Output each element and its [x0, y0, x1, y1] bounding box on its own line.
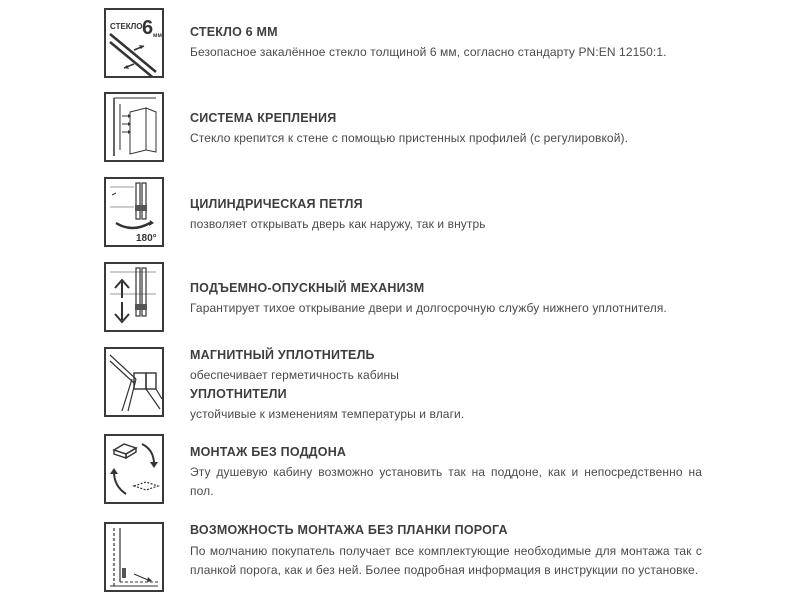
feature-title: СИСТЕМА КРЕПЛЕНИЯ [190, 111, 337, 125]
cylindrical-hinge-icon [104, 177, 164, 247]
feature-subtitle: УПЛОТНИТЕЛИ [190, 387, 287, 401]
feature-description: обеспечивает герметичность кабины [190, 368, 399, 382]
feature-description: Эту душевую кабину возможно установить так на поддоне, как и непосредственно на пол. [190, 465, 702, 498]
feature-title: ЦИЛИНДРИЧЕСКАЯ ПЕТЛЯ [190, 197, 363, 211]
feature-title: МАГНИТНЫЙ УПЛОТНИТЕЛЬ [190, 348, 375, 362]
glass-thickness-icon [104, 8, 164, 78]
svg-text:СТЕКЛО: СТЕКЛО [110, 22, 143, 31]
wall-mounting-icon [104, 92, 164, 162]
svg-text:180°: 180° [136, 233, 157, 244]
feature-description: По молчанию покупатель получает все комплектующие необходимые для монтажа так с планкой порога, как и без ней. Более подробная информация в инструкции по установке. [190, 544, 702, 577]
feature-description: Безопасное закалённое стекло толщиной 6 мм, согласно стандарту PN:EN 12150:1. [190, 45, 667, 59]
magnetic-seal-icon [104, 347, 164, 417]
svg-text:мм: мм [153, 33, 162, 39]
feature-description: позволяет открывать дверь как наружу, так и внутрь [190, 217, 486, 231]
feature-description: Гарантирует тихое открывание двери и долгосрочную службу нижнего уплотнителя. [190, 301, 667, 315]
no-threshold-install-icon [104, 522, 164, 592]
svg-text:6: 6 [142, 17, 154, 39]
feature-subdescription: устойчивые к изменениям температуры и влаги. [190, 407, 465, 421]
feature-title: МОНТАЖ БЕЗ ПОДДОНА [190, 445, 347, 459]
feature-title: СТЕКЛО 6 ММ [190, 25, 278, 39]
no-tray-install-icon [104, 434, 164, 504]
lift-lower-mechanism-icon [104, 262, 164, 332]
feature-title: ПОДЪЕМНО-ОПУСКНЫЙ МЕХАНИЗМ [190, 281, 425, 295]
feature-description: Стекло крепится к стене с помощью пристенных профилей (с регулировкой). [190, 131, 629, 145]
feature-title: ВОЗМОЖНОСТЬ МОНТАЖА БЕЗ ПЛАНКИ ПОРОГА [190, 523, 508, 537]
